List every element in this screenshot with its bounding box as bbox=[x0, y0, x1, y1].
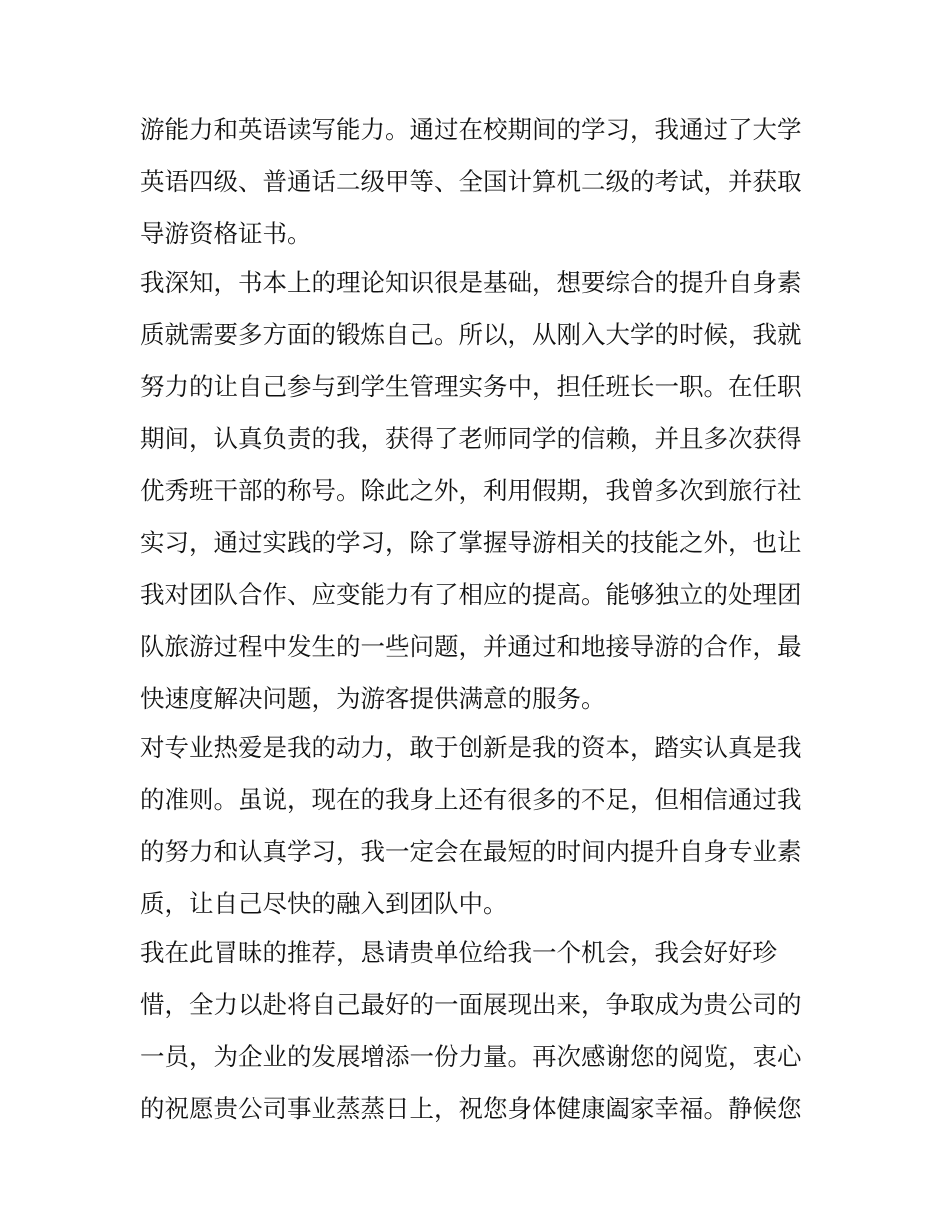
text-line: 优秀班干部的称号。除此之外，利用假期，我曾多次到旅行社 bbox=[140, 476, 802, 505]
text-line: 我对团队合作、应变能力有了相应的提高。能够独立的处理团 bbox=[140, 580, 802, 609]
text-line: 的努力和认真学习，我一定会在最短的时间内提升自身专业素 bbox=[140, 837, 802, 866]
text-line: 实习，通过实践的学习，除了掌握导游相关的技能之外，也让 bbox=[140, 528, 802, 557]
text-line: 质，让自己尽快的融入到团队中。 bbox=[140, 889, 508, 918]
text-line: 游能力和英语读写能力。通过在校期间的学习，我通过了大学 bbox=[140, 115, 802, 144]
text-line: 导游资格证书。 bbox=[140, 219, 312, 248]
text-line: 英语四级、普通话二级甲等、全国计算机二级的考试，并获取 bbox=[140, 167, 802, 196]
text-line: 的准则。虽说，现在的我身上还有很多的不足，但相信通过我 bbox=[140, 785, 802, 814]
text-line: 期间，认真负责的我，获得了老师同学的信赖，并且多次获得 bbox=[140, 424, 802, 453]
text-line: 对专业热爱是我的动力，敢于创新是我的资本，踏实认真是我 bbox=[140, 733, 802, 762]
text-line: 的祝愿贵公司事业蒸蒸日上，祝您身体健康阖家幸福。静候您 bbox=[140, 1094, 802, 1123]
text-line: 一员，为企业的发展增添一份力量。再次感谢您的阅览，衷心 bbox=[140, 1042, 802, 1071]
text-line: 我深知，书本上的理论知识很是基础，想要综合的提升自身素 bbox=[140, 268, 802, 297]
text-line: 队旅游过程中发生的一些问题，并通过和地接导游的合作，最 bbox=[140, 632, 802, 661]
text-line: 快速度解决问题，为游客提供满意的服务。 bbox=[140, 684, 606, 713]
text-line: 惜，全力以赴将自己最好的一面展现出来，争取成为贵公司的 bbox=[140, 990, 802, 1019]
text-line: 努力的让自己参与到学生管理实务中，担任班长一职。在任职 bbox=[140, 372, 802, 401]
text-line: 质就需要多方面的锻炼自己。所以，从刚入大学的时候，我就 bbox=[140, 320, 802, 349]
text-line: 我在此冒昧的推荐，恳请贵单位给我一个机会，我会好好珍 bbox=[140, 938, 777, 967]
